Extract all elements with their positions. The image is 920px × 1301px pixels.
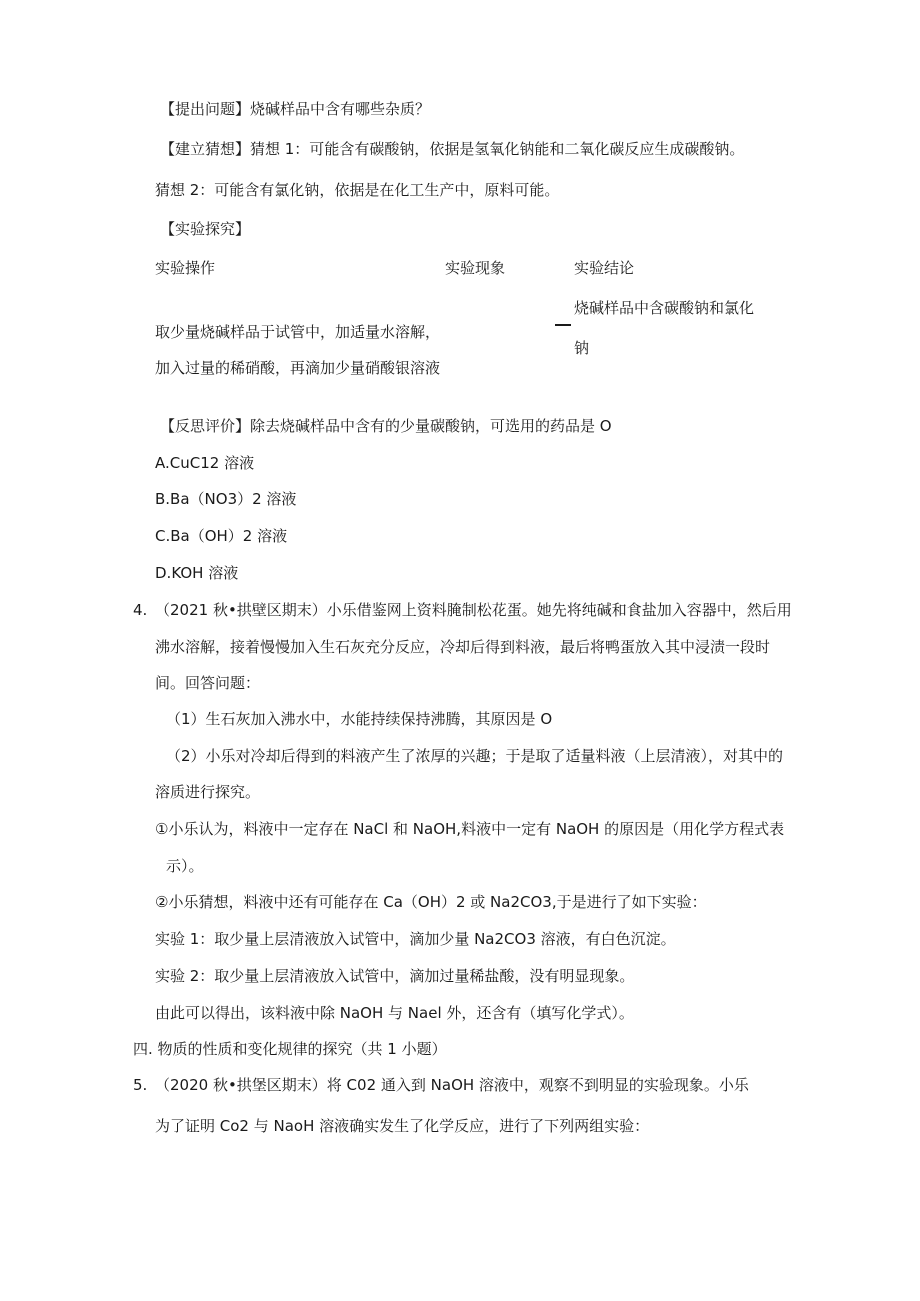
question-4-item-2: ②小乐猜想，料液中还有可能存在 Ca（OH）2 或 Na2CO3,于是进行了如下实验：: [155, 893, 707, 911]
question-4-part-2-line-1: （2）小乐对冷却后得到的料液产生了浓厚的兴趣；于是取了适量料液（上层清液），对其中的: [166, 747, 784, 765]
question-4-experiment-2: 实验 2：取少量上层清液放入试管中，滴加过量稀盐酸，没有明显现象。: [155, 967, 635, 985]
paragraph-hypothesis-2: 猜想 2：可能含有氯化钠，依据是在化工生产中，原料可能。: [155, 181, 560, 199]
table-header-operation: 实验操作: [155, 259, 216, 277]
option-b: B.Ba（NO3）2 溶液: [155, 490, 297, 508]
table-conclusion-line-1: 烧碱样品中含碳酸钠和氯化: [574, 299, 755, 317]
table-operation-line-2: 加入过量的稀硝酸，再滴加少量硝酸银溶液: [155, 359, 441, 377]
paragraph-question: 【提出问题】烧碱样品中含有哪些杂质？: [160, 100, 431, 118]
question-4-line-3: 间。回答问题：: [155, 674, 261, 692]
phenomenon-blank: [555, 324, 571, 326]
question-4-item-1-line-2: 示）。: [166, 857, 204, 875]
paragraph-experiment-heading: 【实验探究】: [160, 220, 251, 238]
question-4-part-2-line-2: 溶质进行探究。: [155, 783, 261, 801]
table-header-conclusion: 实验结论: [574, 259, 635, 277]
question-5-number: 5.: [133, 1076, 148, 1094]
question-4-part-1: （1）生石灰加入沸水中，水能持续保持沸腾，其原因是 O: [166, 710, 553, 728]
question-4-item-1-line-1: ①小乐认为，料液中一定存在 NaCl 和 NaOH,料液中一定有 NaOH 的原因是（用化学方程式表: [155, 820, 785, 838]
question-4-conclusion: 由此可以得出，该料液中除 NaOH 与 Nael 外，还含有（填写化学式）。: [155, 1004, 634, 1022]
option-c: C.Ba（OH）2 溶液: [155, 527, 288, 545]
question-5-line-1: （2020 秋•拱堡区期末）将 C02 通入到 NaOH 溶液中，观察不到明显的实验现象。小乐: [155, 1076, 749, 1094]
paragraph-reflection: 【反思评价】除去烧碱样品中含有的少量碳酸钠，可选用的药品是 O: [160, 417, 612, 435]
paragraph-hypothesis-1: 【建立猜想】猜想 1：可能含有碳酸钠，依据是氢氧化钠能和二氧化碳反应生成碳酸钠。: [160, 140, 745, 158]
table-conclusion-line-2: 钠: [574, 339, 590, 357]
option-d: D.KOH 溶液: [155, 564, 239, 582]
option-a: A.CuC12 溶液: [155, 454, 255, 472]
question-4-experiment-1: 实验 1：取少量上层清液放入试管中，滴加少量 Na2CO3 溶液，有白色沉淀。: [155, 930, 676, 948]
question-4-line-1: （2021 秋•拱壁区期末）小乐借鉴网上资料腌制松花蛋。她先将纯碱和食盐加入容器中，然后用: [155, 601, 792, 619]
table-operation-line-1: 取少量烧碱样品于试管中，加适量水溶解，: [155, 323, 441, 341]
table-header-phenomenon: 实验现象: [445, 259, 506, 277]
question-5-line-2: 为了证明 Co2 与 NaoH 溶液确实发生了化学反应，进行了下列两组实验：: [155, 1117, 650, 1135]
section-4-heading: 四. 物质的性质和变化规律的探究（共 1 小题）: [133, 1040, 447, 1058]
question-4-line-2: 沸水溶解，接着慢慢加入生石灰充分反应，冷却后得到料液，最后将鸭蛋放入其中浸渍一段时: [155, 638, 771, 656]
question-4-number: 4.: [133, 601, 148, 619]
